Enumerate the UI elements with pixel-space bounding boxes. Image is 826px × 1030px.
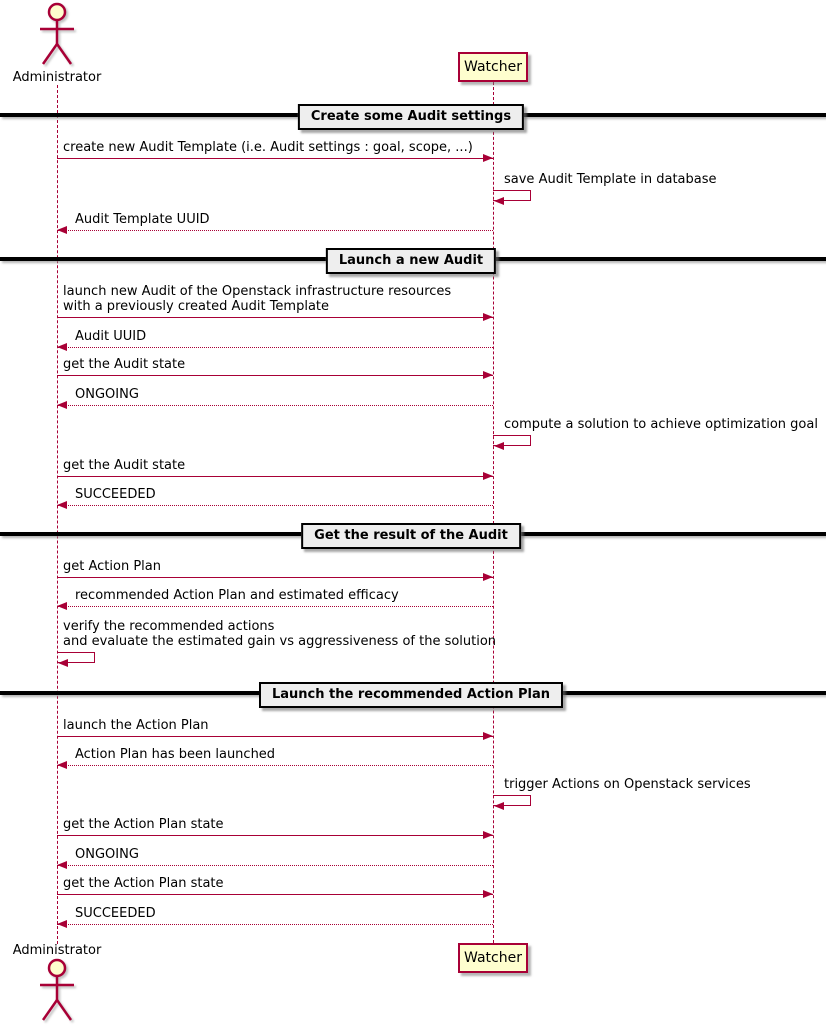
message-line [57, 765, 493, 766]
actor-icon [35, 2, 79, 66]
message-label-line: save Audit Template in database [504, 172, 717, 187]
participant-watcher-label: Watcher [464, 59, 522, 75]
lifeline-administrator [57, 85, 58, 944]
message-line [57, 894, 493, 895]
arrowhead-right-icon [483, 472, 493, 480]
message-label [75, 212, 210, 227]
message-line [57, 230, 493, 231]
message-label [75, 847, 139, 862]
section-divider-label: Get the result of the Audit [301, 523, 521, 549]
message-label-line: trigger Actions on Openstack services [504, 777, 751, 792]
message-label [75, 906, 156, 921]
self-message-label [504, 777, 751, 792]
message-label [63, 876, 224, 891]
message-line [57, 865, 493, 866]
message-line [57, 606, 493, 607]
arrowhead-left-icon [57, 920, 67, 928]
arrowhead-right-icon [483, 732, 493, 740]
message-label-line: create new Audit Template (i.e. Audit settings : goal, scope, ...) [63, 140, 473, 155]
actor-administrator-top [0, 2, 114, 85]
message-label-line: launch new Audit of the Openstack infrastructure resources [63, 284, 452, 299]
message-label [63, 458, 185, 473]
message-label-line: SUCCEEDED [75, 906, 156, 921]
message-line [57, 577, 493, 578]
arrowhead-left-icon [57, 761, 67, 769]
message-label [63, 718, 209, 733]
message-label [75, 588, 399, 603]
message-line [57, 158, 493, 159]
message-label [75, 387, 139, 402]
message-label-line: SUCCEEDED [75, 487, 156, 502]
participant-watcher-label: Watcher [464, 950, 522, 966]
arrowhead-right-icon [483, 573, 493, 581]
message-line [57, 347, 493, 348]
section-divider-label: Create some Audit settings [298, 104, 524, 130]
message-line [57, 375, 493, 376]
message-label-line: get the Audit state [63, 458, 186, 473]
arrowhead-left-icon [57, 343, 67, 351]
message-line [57, 835, 493, 836]
message-line [57, 317, 493, 318]
message-label-line: verify the recommended actions [63, 619, 275, 634]
message-label-line: get Action Plan [63, 559, 161, 574]
message-line [57, 405, 493, 406]
message-label-line: Audit UUID [75, 329, 147, 344]
section-divider-label: Launch the recommended Action Plan [259, 682, 563, 708]
message-label [75, 747, 275, 762]
arrowhead-left-icon [57, 861, 67, 869]
message-label-line: Action Plan has been launched [75, 747, 276, 762]
actor-administrator-label: Administrator [12, 943, 102, 958]
actor-administrator-label: Administrator [12, 70, 102, 85]
message-line [57, 476, 493, 477]
actor-icon [35, 958, 79, 1022]
self-message-label [504, 417, 818, 432]
message-label [63, 817, 224, 832]
message-label-line: with a previously created Audit Template [63, 299, 330, 314]
message-line [57, 736, 493, 737]
arrowhead-right-icon [483, 313, 493, 321]
arrowhead-left-icon [57, 226, 67, 234]
message-label-line: launch the Action Plan [63, 718, 209, 733]
arrowhead-left-icon [494, 802, 504, 810]
arrowhead-right-icon [483, 371, 493, 379]
arrowhead-right-icon [483, 890, 493, 898]
arrowhead-right-icon [483, 831, 493, 839]
arrowhead-left-icon [57, 401, 67, 409]
message-line [57, 505, 493, 506]
message-label-line: get the Action Plan state [63, 817, 224, 832]
arrowhead-left-icon [57, 602, 67, 610]
arrowhead-left-icon [57, 501, 67, 509]
message-line [57, 924, 493, 925]
arrowhead-right-icon [483, 154, 493, 162]
message-label [63, 357, 185, 372]
message-label [75, 329, 146, 344]
message-label-line: ONGOING [75, 387, 139, 402]
message-label-line: ONGOING [75, 847, 139, 862]
message-label [63, 140, 473, 155]
section-divider-label: Launch a new Audit [326, 248, 496, 274]
message-label [75, 487, 156, 502]
message-label-line: compute a solution to achieve optimization goal [504, 417, 818, 432]
self-message-label [504, 172, 717, 187]
message-label-line: and evaluate the estimated gain vs aggressiveness of the solution [63, 634, 497, 649]
participant-watcher-bottom [458, 943, 528, 973]
message-label [63, 284, 451, 314]
message-label-line: get the Action Plan state [63, 876, 224, 891]
participant-watcher-top [458, 52, 528, 82]
message-label-line: recommended Action Plan and estimated efficacy [75, 588, 399, 603]
arrowhead-left-icon [494, 442, 504, 450]
actor-administrator-bottom [0, 943, 114, 1026]
arrowhead-left-icon [494, 197, 504, 205]
arrowhead-left-icon [58, 659, 68, 667]
message-label-line: Audit Template UUID [75, 212, 210, 227]
message-label [63, 559, 161, 574]
message-label-line: get the Audit state [63, 357, 186, 372]
self-message-label [63, 619, 496, 649]
lifeline-watcher [493, 82, 494, 943]
